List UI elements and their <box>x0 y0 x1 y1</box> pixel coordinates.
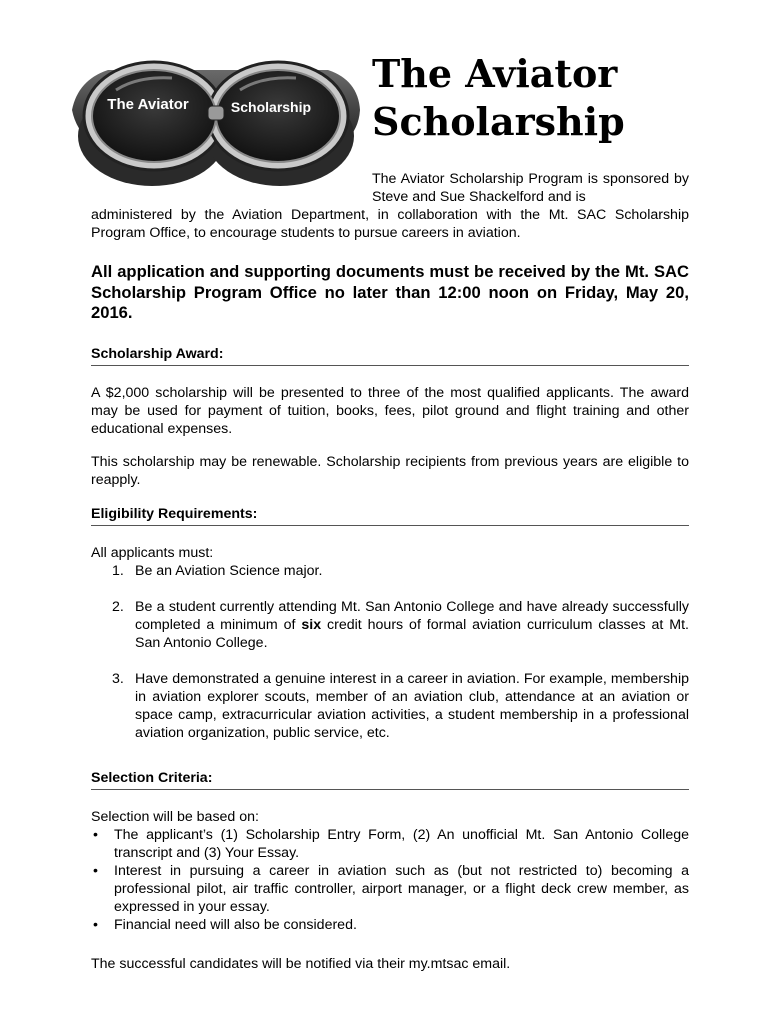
list-number: 1. <box>112 563 124 579</box>
logo-right-label: Scholarship <box>230 99 312 115</box>
bullet-icon: • <box>93 827 98 843</box>
aviator-goggles-logo <box>68 40 364 190</box>
logo-left-label: The Aviator <box>107 96 189 113</box>
list-item-text: The applicant’s (1) Scholarship Entry Form, (2) An unofficial Mt. San Antonio College transcript and (3) Your Essay. <box>114 827 689 861</box>
selection-lead: Selection will be based on: <box>91 809 259 825</box>
list-number: 3. <box>112 671 124 687</box>
list-number: 2. <box>112 599 124 615</box>
bullet-icon: • <box>93 917 98 933</box>
eligibility-heading: Eligibility Requirements: <box>91 506 689 526</box>
page-title <box>372 50 702 146</box>
list-item-text-pre: Be a student currently attending Mt. San Antonio College and have already successfully completed a minimum of <box>135 599 689 633</box>
list-item-text: Be an Aviation Science major. <box>135 563 323 579</box>
deadline-notice: All application and supporting documents must be received by the Mt. SAC Scholarship Program Office no later than 12:00 noon on Friday, May 20, 2016. <box>91 262 689 322</box>
eligibility-lead: All applicants must: <box>91 545 214 561</box>
list-item-text-post: credit hours of formal aviation curriculum classes at Mt. San Antonio College. <box>135 617 689 651</box>
intro-paragraph <box>91 170 689 242</box>
selection-heading: Selection Criteria: <box>91 770 689 790</box>
title-line-1: The Aviator <box>372 51 618 96</box>
list-item-text-bold: six <box>301 617 322 633</box>
selection-list <box>91 826 689 934</box>
award-paragraph-2: This scholarship may be renewable. Scholarship recipients from previous years are eligible to reapply. <box>91 454 689 488</box>
list-item <box>93 826 689 862</box>
list-item-text: Financial need will also be considered. <box>114 917 357 933</box>
bullet-icon: • <box>93 863 98 879</box>
list-item <box>93 916 689 934</box>
list-item-text: Interest in pursuing a career in aviation such as (but not restricted to) becoming a professional pilot, air traffic controller, airport manager, or a flight deck crew member, as expressed in your essay. <box>114 863 689 915</box>
intro-first-line: The Aviator Scholarship Program is sponsored by Steve and Sue Shackelford and is <box>372 171 689 205</box>
list-item <box>112 598 689 652</box>
footer-note: The successful candidates will be notified via their my.mtsac email. <box>91 956 511 972</box>
award-paragraph-1: A $2,000 scholarship will be presented to three of the most qualified applicants. The award may be used for payment of tuition, books, fees, pilot ground and flight training and other educational expenses. <box>91 385 689 437</box>
list-item <box>93 862 689 916</box>
list-item <box>112 562 689 580</box>
list-item <box>112 670 689 742</box>
award-heading: Scholarship Award: <box>91 346 689 366</box>
eligibility-list <box>91 562 689 760</box>
intro-rest: administered by the Aviation Department, in collaboration with the Mt. SAC Scholarship Program Office, to encourage students to pursue careers in aviation. <box>91 207 689 241</box>
title-line-2: Scholarship <box>372 99 625 144</box>
list-item-text: Have demonstrated a genuine interest in a career in aviation. For example, membership in aviation explorer scouts, member of an aviation club, attendance at an aviation or space camp, extracurricular aviation activities, a student membership in a professional aviation organization, public service, etc. <box>135 671 689 741</box>
